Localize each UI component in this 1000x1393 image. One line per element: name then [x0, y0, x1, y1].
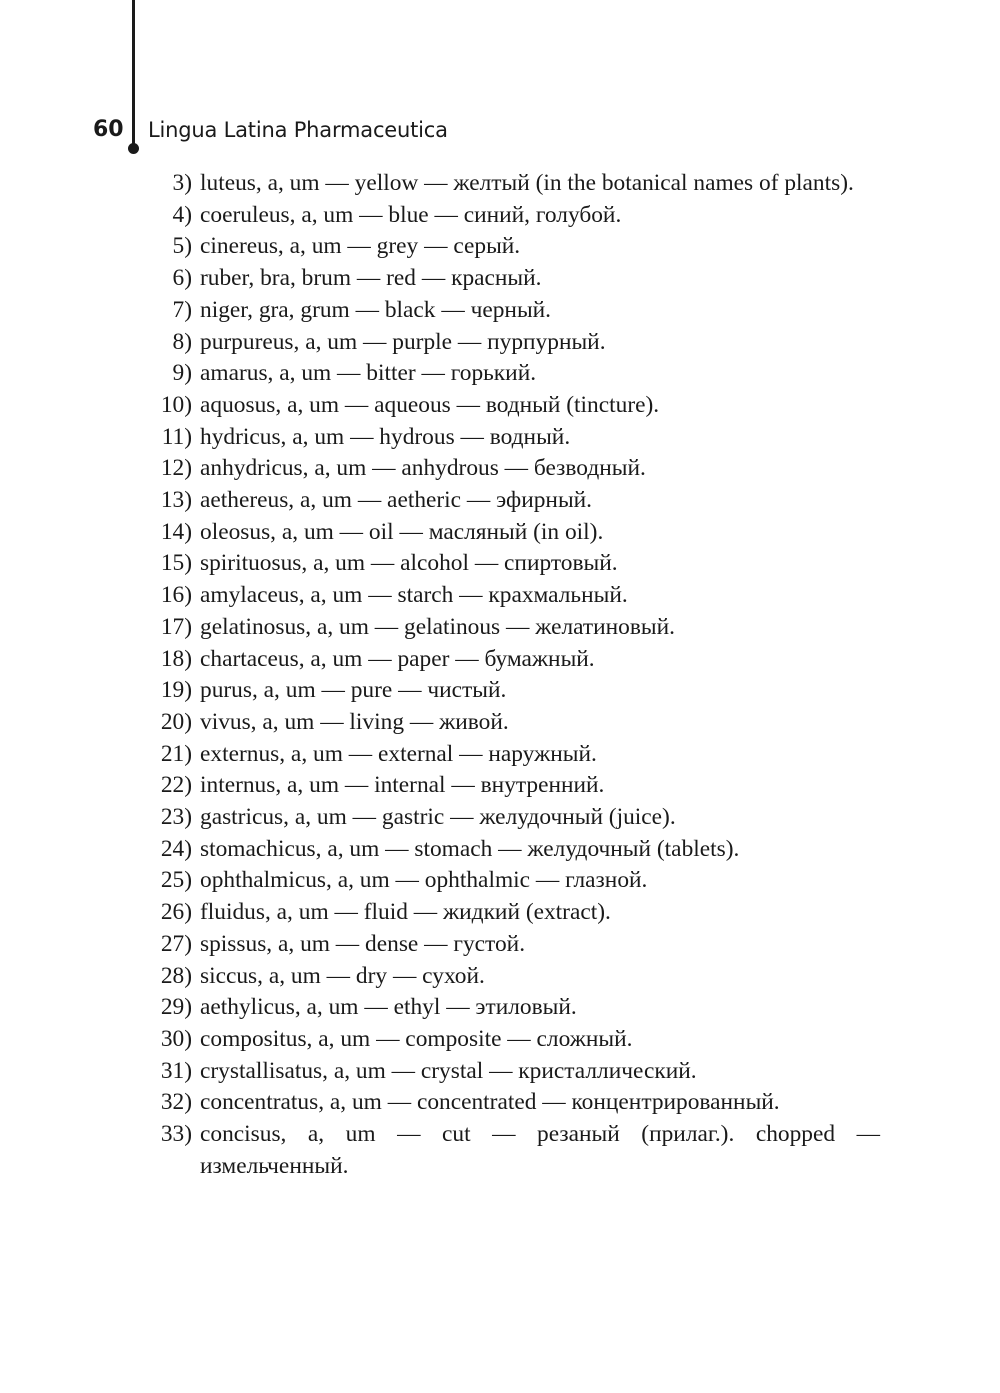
item-number: 23) — [160, 804, 192, 831]
item-text: aquosus, a, um — aqueous — водный (tincture). — [200, 391, 660, 418]
item-number: 7) — [172, 296, 192, 323]
item-number: 8) — [172, 328, 192, 355]
list-item — [140, 961, 880, 993]
item-number: 18) — [160, 645, 192, 672]
item-text: luteus, a, um — yellow — желтый (in the botanical names of plants). — [200, 170, 854, 196]
list-item — [140, 644, 880, 676]
list-item — [140, 612, 880, 644]
list-item — [140, 200, 880, 232]
list-item — [140, 390, 880, 422]
item-text: amylaceus, a, um — starch — крахмальный. — [200, 582, 628, 609]
list-item — [140, 707, 880, 739]
item-number: 30) — [160, 1025, 192, 1052]
item-number: 25) — [160, 867, 192, 894]
list-item — [140, 517, 880, 549]
item-text: vivus, a, um — living — живой. — [200, 708, 509, 735]
item-text: fluidus, a, um — fluid — жидкий (extract). — [200, 899, 611, 926]
item-text: stomachicus, a, um — stomach — желудочный (tablets). — [200, 835, 740, 862]
list-item — [140, 675, 880, 707]
item-text: internus, a, um — internal — внутренний. — [200, 772, 605, 799]
list-item — [140, 1087, 880, 1119]
item-text: aethereus, a, um — aetheric — эфирный. — [200, 487, 593, 514]
item-text: compositus, a, um — composite — сложный. — [200, 1025, 633, 1052]
list-item — [140, 1119, 880, 1182]
item-number: 24) — [160, 835, 192, 862]
list-item — [140, 580, 880, 612]
item-number: 14) — [160, 518, 192, 545]
list-item — [140, 865, 880, 897]
list-item — [140, 802, 880, 834]
item-number: 4) — [172, 201, 192, 228]
item-number: 27) — [160, 930, 192, 957]
item-number: 19) — [160, 677, 192, 704]
running-title: Lingua Latina Pharmaceutica — [148, 118, 448, 142]
list-item — [140, 548, 880, 580]
item-number: 22) — [160, 772, 192, 799]
item-text: gelatinosus, a, um — gelatinous — желатиновый. — [200, 613, 675, 640]
list-item — [140, 358, 880, 390]
item-text: spissus, a, um — dense — густой. — [200, 930, 526, 957]
list-item — [140, 485, 880, 517]
item-number: 16) — [160, 582, 192, 609]
item-text: externus, a, um — external — наружный. — [200, 740, 597, 767]
item-text: aethylicus, a, um — ethyl — этиловый. — [200, 994, 577, 1021]
item-number: 29) — [160, 994, 192, 1021]
item-number: 26) — [160, 899, 192, 926]
item-text: ruber, bra, brum — red — красный. — [200, 265, 542, 292]
item-number: 20) — [160, 708, 192, 735]
item-text: niger, gra, grum — black — черный. — [200, 296, 552, 323]
item-number: 9) — [172, 360, 192, 387]
list-item — [140, 263, 880, 295]
item-number: 33) — [160, 1121, 192, 1148]
item-text: siccus, a, um — dry — сухой. — [200, 962, 485, 989]
list-item — [140, 295, 880, 327]
list-item — [140, 422, 880, 454]
item-text: hydricus, a, um — hydrous — водный. — [200, 423, 571, 450]
item-number: 17) — [160, 613, 192, 640]
list-item — [140, 929, 880, 961]
list-item — [140, 327, 880, 359]
list-item — [140, 1024, 880, 1056]
item-text: purpureus, a, um — purple — пурпурный. — [200, 328, 606, 355]
item-text: crystallisatus, a, um — crystal — кристаллический. — [200, 1057, 697, 1084]
item-number: 3) — [172, 170, 192, 196]
list-item — [140, 453, 880, 485]
item-text: coeruleus, a, um — blue — синий, голубой. — [200, 201, 622, 228]
item-number: 32) — [160, 1089, 192, 1116]
list-item — [140, 897, 880, 929]
item-text: oleosus, a, um — oil — масляный (in oil). — [200, 518, 604, 545]
item-number: 5) — [172, 233, 192, 260]
item-number: 12) — [160, 455, 192, 482]
item-text: purus, a, um — pure — чистый. — [200, 677, 507, 704]
item-text: gastricus, a, um — gastric — желудочный (juice). — [200, 804, 676, 831]
page-number: 60 — [93, 117, 124, 142]
header-vertical-rule — [132, 0, 135, 148]
item-text: concentratus, a, um — concentrated — концентрированный. — [200, 1089, 780, 1116]
list-item — [140, 231, 880, 263]
item-text: chartaceus, a, um — paper — бумажный. — [200, 645, 595, 672]
list-item — [140, 1056, 880, 1088]
list-item — [140, 770, 880, 802]
item-text: concisus, a, um — cut — резаный (прилаг.). chopped — измельченный. — [200, 1121, 880, 1179]
header-rule-dot — [128, 143, 139, 154]
list-item — [140, 834, 880, 866]
item-number: 6) — [172, 265, 192, 292]
item-text: ophthalmicus, a, um — ophthalmic — глазной. — [200, 867, 648, 894]
item-number: 13) — [160, 487, 192, 514]
list-item — [140, 739, 880, 771]
item-number: 11) — [161, 423, 192, 450]
item-number: 21) — [160, 740, 192, 767]
item-text: cinereus, a, um — grey — серый. — [200, 233, 521, 260]
item-number: 31) — [160, 1057, 192, 1084]
item-text: amarus, a, um — bitter — горький. — [200, 360, 537, 387]
list-item — [140, 992, 880, 1024]
item-number: 10) — [160, 391, 192, 418]
list-item — [140, 168, 880, 200]
item-number: 15) — [160, 550, 192, 577]
item-text: anhydricus, a, um — anhydrous — безводный. — [200, 455, 646, 482]
item-number: 28) — [160, 962, 192, 989]
vocabulary-list — [140, 168, 880, 1183]
item-text: spirituosus, a, um — alcohol — спиртовый. — [200, 550, 618, 577]
